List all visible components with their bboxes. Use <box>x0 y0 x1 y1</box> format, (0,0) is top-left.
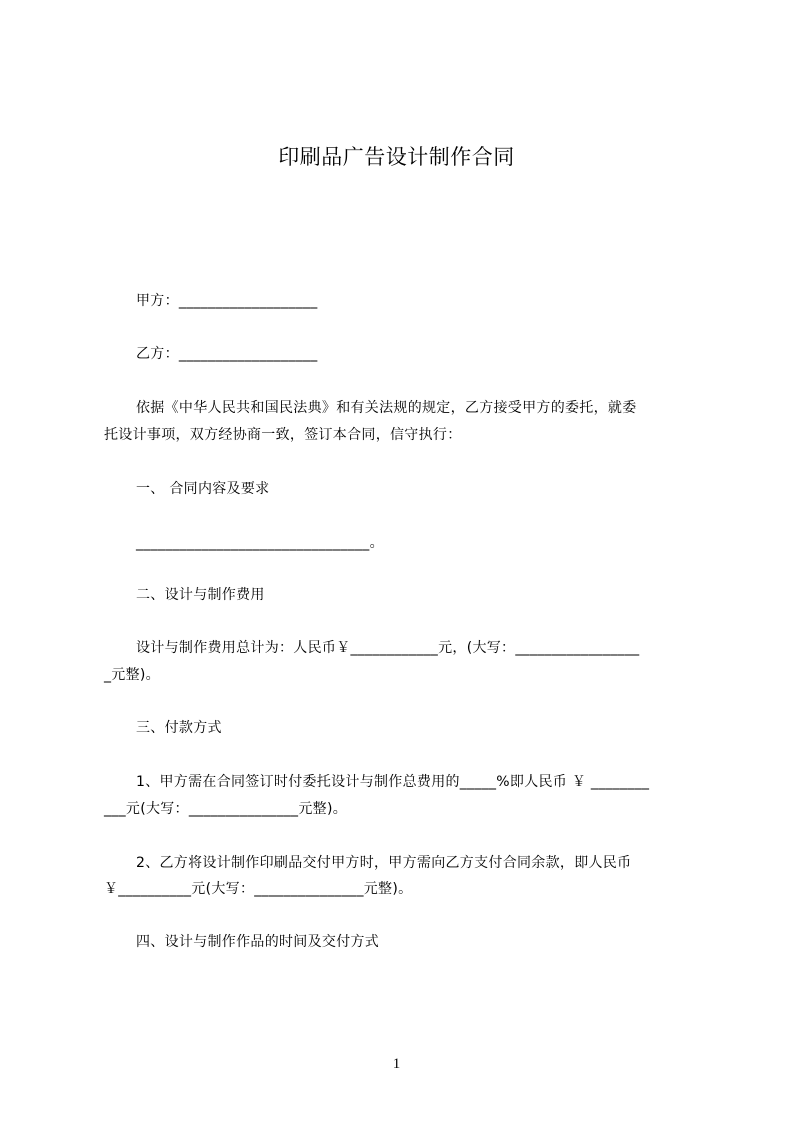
section-2-fee-line-1: 设计与制作费用总计为：人民币￥____________元，(大写：_________________ <box>136 640 640 656</box>
document-title: 印刷品广告设计制作合同 <box>278 145 515 169</box>
section-1-blank-line: ________________________________。 <box>136 535 384 551</box>
section-2-heading: 二、设计与制作费用 <box>136 587 265 603</box>
page-number: 1 <box>392 1056 401 1072</box>
section-3-item-1-line-2: ___元(大写：_______________元整)。 <box>104 801 348 817</box>
section-3-heading: 三、付款方式 <box>136 720 222 736</box>
section-4-heading: 四、设计与制作作品的时间及交付方式 <box>136 934 380 950</box>
section-3-item-2-line-2: ￥__________元(大写：_______________元整)。 <box>104 881 413 897</box>
intro-paragraph-line-2: 托设计事项，双方经协商一致，签订本合同，信守执行： <box>104 427 462 443</box>
party-b-line: 乙方：___________________ <box>136 346 318 362</box>
section-3-item-2-line-1: 2、乙方将设计制作印刷品交付甲方时，甲方需向乙方支付合同余款，即人民币 <box>136 855 632 871</box>
section-2-fee-line-2: _元整)。 <box>104 667 160 683</box>
party-a-line: 甲方：___________________ <box>136 293 318 309</box>
intro-paragraph-line-1: 依据《中华人民共和国民法典》和有关法规的规定，乙方接受甲方的委托，就委 <box>136 400 637 416</box>
section-3-item-1-line-1: 1、甲方需在合同签订时付委托设计与制作总费用的_____%即人民币 ￥ ________ <box>136 774 650 790</box>
section-1-heading: 一、 合同内容及要求 <box>136 481 270 497</box>
